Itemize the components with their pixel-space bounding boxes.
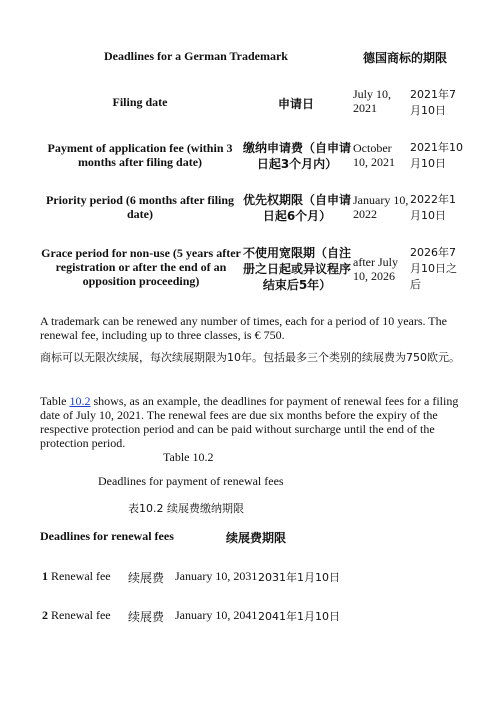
table1-header-zh: 德国商标的期限 bbox=[363, 51, 448, 65]
table2-row2-date: January 10, 2041 bbox=[175, 608, 258, 622]
renewal-paragraph: A trademark can be renewed any number of times, each for a period of 10 years. The renewal fee, including up to three classes, is € 750. bbox=[40, 314, 447, 342]
row4-en: Grace period for non-use (5 years after registration or after the end of an opposition proceeding) bbox=[41, 246, 241, 288]
table-caption-title-zh: 表10.2 续展费缴纳期限 bbox=[128, 502, 244, 515]
row2-en: Payment of application fee (within 3 months after filing date) bbox=[47, 141, 233, 169]
row4-zh: 不使用宽限期（自注册之日起或异议程序结束后5年） bbox=[243, 246, 352, 292]
row2-date: October 10, 2021 bbox=[353, 141, 395, 169]
row3-date-zh: 2022年1月10日 bbox=[410, 193, 456, 222]
table1-header-en: Deadlines for a German Trademark bbox=[104, 49, 288, 63]
row1-date: July 10, 2021 bbox=[353, 87, 392, 115]
table2-row: 1 Renewal fee bbox=[42, 569, 111, 583]
renewal-paragraph-zh: 商标可以无限次续展，每次续展期限为10年。包括最多三个类别的续展费为750欧元。 bbox=[40, 351, 460, 364]
row1-date-zh: 2021年7月10日 bbox=[410, 88, 456, 117]
table2-row1-date: January 10, 2031 bbox=[175, 569, 258, 583]
row2-date-zh: 2021年10月10日 bbox=[410, 141, 463, 170]
row3-en: Priority period (6 months after filing date) bbox=[45, 193, 235, 221]
row2-zh: 缴纳申请费（自申请日起3个月内） bbox=[243, 141, 352, 171]
table2-row2-zh: 续展费 bbox=[128, 610, 165, 624]
row1-zh: 申请日 bbox=[277, 97, 314, 111]
table-caption-number: Table 10.2 bbox=[163, 450, 214, 464]
table-10-2-link[interactable]: 10.2 bbox=[69, 394, 91, 408]
row1-en: Filing date bbox=[112, 95, 168, 109]
table2-row1-zh: 续展费 bbox=[128, 571, 165, 585]
row4-date-zh: 2026年7月10日之后 bbox=[410, 246, 457, 291]
row3-zh: 优先权期限（自申请日起6个月） bbox=[243, 193, 352, 223]
table2-header-en: Deadlines for renewal fees bbox=[40, 529, 174, 543]
row4-date: after July 10, 2026 bbox=[353, 255, 398, 283]
table-caption-title: Deadlines for payment of renewal fees bbox=[98, 474, 284, 488]
table2-header-zh: 续展费期限 bbox=[226, 531, 287, 545]
table2-row1-date-zh: 2031年1月10日 bbox=[258, 571, 340, 584]
table-reference-paragraph: Table 10.2 shows, as an example, the deadlines for payment of renewal fees for a filing date of July 10, 2021. The renewal fees are due six months before the expiry of the respective protection period and can be paid without surcharge until the end of the protection period. bbox=[40, 394, 459, 450]
table2-row: 2 Renewal fee bbox=[42, 608, 111, 622]
table2-row2-date-zh: 2041年1月10日 bbox=[258, 610, 340, 623]
row3-date: January 10, 2022 bbox=[353, 193, 409, 221]
